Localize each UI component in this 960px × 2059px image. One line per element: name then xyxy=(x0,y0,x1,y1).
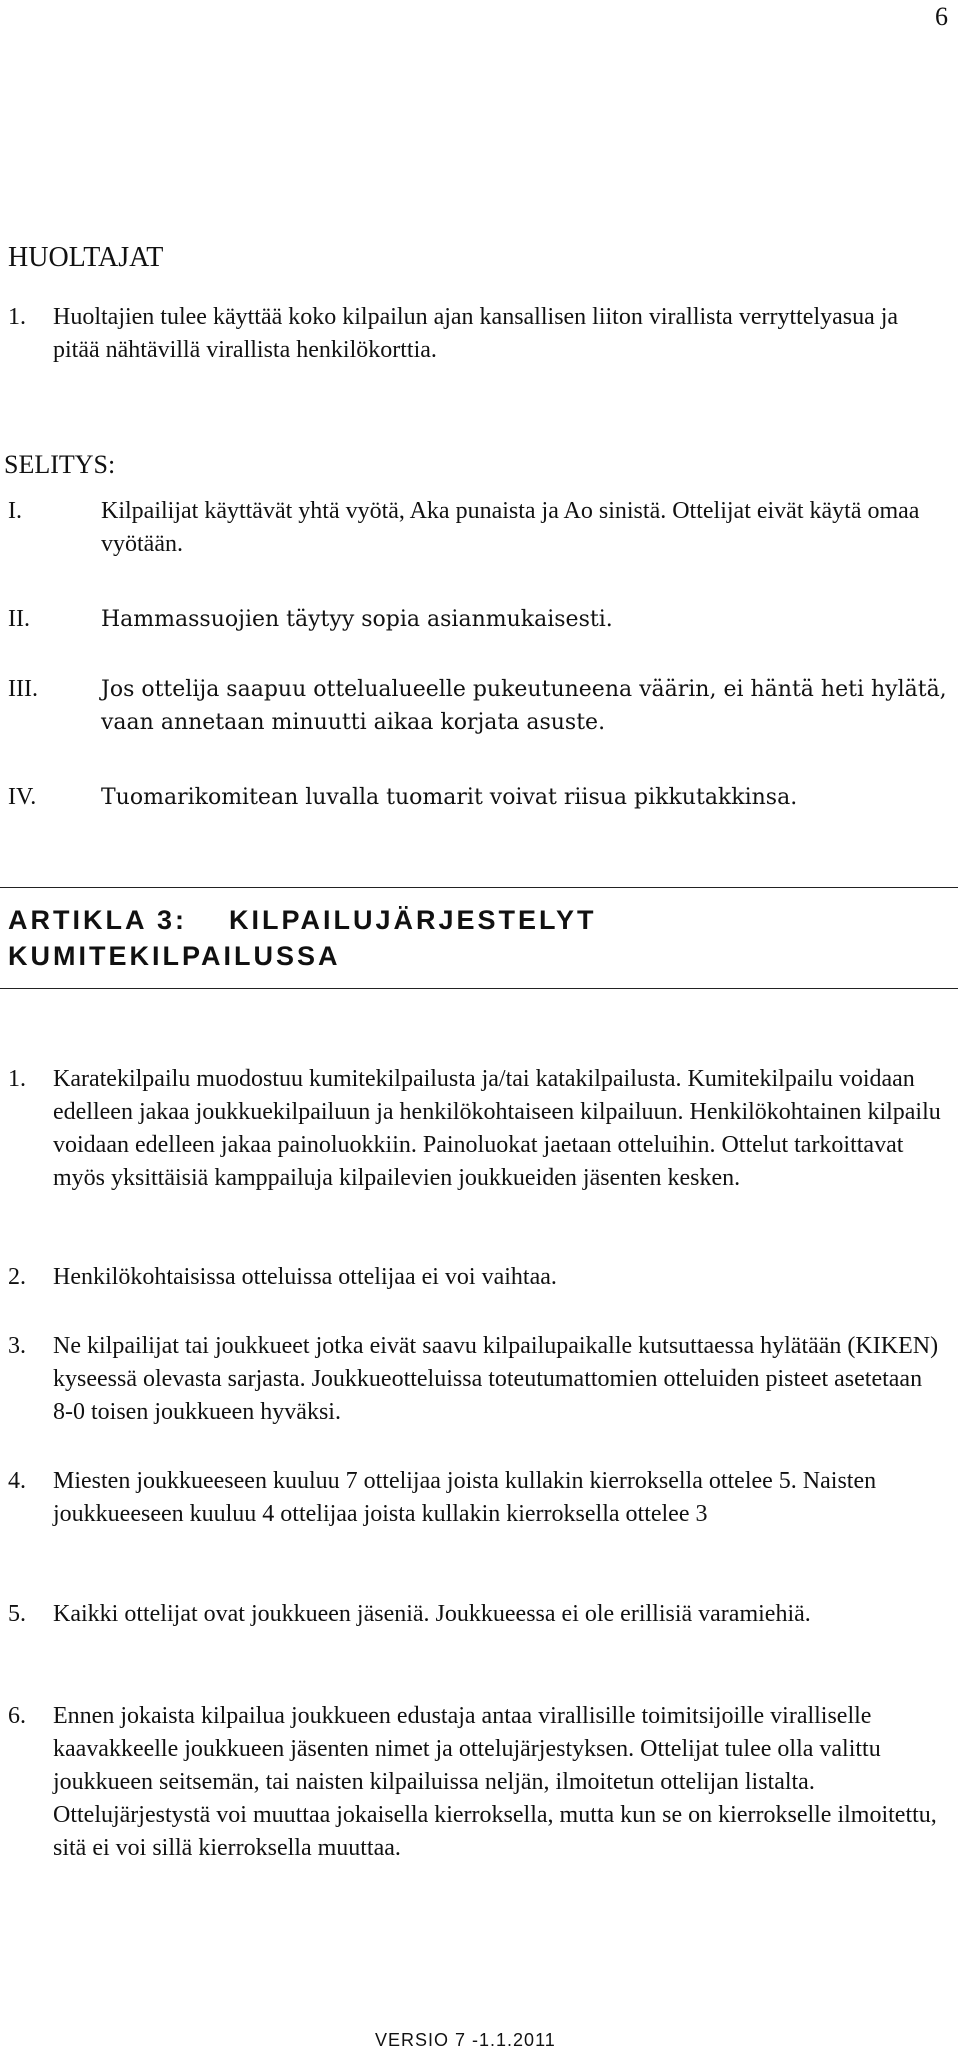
explanation-item-number: III. xyxy=(8,676,38,702)
explanation-heading: SELITYS: xyxy=(4,450,116,479)
footer-version: VERSIO 7 -1.1.2011 xyxy=(375,2030,556,2050)
article-item-text: Miesten joukkueeseen kuuluu 7 ottelijaa joista kullakin kierroksella ottelee 5. Naisten joukkueeseen kuuluu 4 ottelijaa joista kullakin kierroksella ottelee 3 xyxy=(53,1468,877,1527)
article-title-line1: ARTIKLA 3: KILPAILUJÄRJESTELYT xyxy=(8,905,597,935)
article-item-text: Karatekilpailu muodostuu kumitekilpailusta ja/tai katakilpailusta. Kumitekilpailu voidaan edelleen jakaa joukkuekilpailuun ja henkilökohtaiseen kilpailuun. Henkilökohtainen kilpailu voidaan edelleen jakaa painoluokkiin. Painoluokat jaetaan otteluihin. Ottelut tarkoittavat myös yksittäisiä kamppailuja kilpailevien joukkueiden jäsenten kesken. xyxy=(53,1066,941,1191)
article-item-number: 3. xyxy=(8,1333,26,1359)
explanation-item-number: II. xyxy=(8,606,30,632)
article-item-number: 2. xyxy=(8,1264,26,1290)
article-item-number: 1. xyxy=(8,1066,26,1092)
article-item-text: Kaikki ottelijat ovat joukkueen jäseniä. Joukkueessa ei ole erillisiä varamiehiä. xyxy=(53,1601,811,1627)
article-title-line2: KUMITEKILPAILUSSA xyxy=(8,941,341,971)
guardians-heading: HUOLTAJAT xyxy=(8,242,164,273)
article-item-number: 6. xyxy=(8,1703,26,1729)
guardians-item-number: 1. xyxy=(8,304,26,330)
article-bottom-rule xyxy=(0,988,958,989)
article-item-text: Ennen jokaista kilpailua joukkueen edustaja antaa virallisille toimitsijoille viralliselle kaavakkeelle joukkueen jäsenten nimet ja ottelujärjestyksen. Ottelijat tulee olla valittu joukkueen seitsemän, tai naisten kilpailuissa neljän, ilmoitetun ottelijan listalta. Ottelujärjestystä voi muuttaa jokaisella kierroksella, mutta kun se on kierrokselle ilmoitettu, sitä ei voi sillä kierroksella muuttaa. xyxy=(53,1703,937,1861)
article-item-number: 4. xyxy=(8,1468,26,1494)
explanation-item-number: IV. xyxy=(8,784,37,810)
explanation-item-text: Jos ottelija saapuu ottelualueelle pukeutuneena väärin, ei häntä heti hylätä, vaan annetaan minuutti aikaa korjata asuste. xyxy=(101,677,947,735)
explanation-item-text: Hammassuojien täytyy sopia asianmukaisesti. xyxy=(101,607,613,632)
page-number: 6 xyxy=(935,2,948,31)
article-item-text: Ne kilpailijat tai joukkueet jotka eivät saavu kilpailupaikalle kutsuttaessa hylätään (KIKEN) kyseessä olevasta sarjasta. Joukkueotteluissa toteutumattomien otteluiden pisteet asetetaan 8-0 toisen joukkueen hyväksi. xyxy=(53,1333,939,1425)
article-item-text: Henkilökohtaisissa otteluissa ottelijaa ei voi vaihtaa. xyxy=(53,1264,557,1290)
guardians-item-text: Huoltajien tulee käyttää koko kilpailun ajan kansallisen liiton virallista verryttelyasua ja pitää nähtävillä virallista henkilökorttia. xyxy=(53,304,899,363)
explanation-item-text: Kilpailijat käyttävät yhtä vyötä, Aka punaista ja Ao sinistä. Ottelijat eivät käytä omaa vyötään. xyxy=(101,498,920,557)
explanation-item-text: Tuomarikomitean luvalla tuomarit voivat riisua pikkutakkinsa. xyxy=(101,785,798,810)
article-item-number: 5. xyxy=(8,1601,26,1627)
explanation-item-number: I. xyxy=(8,498,22,524)
article-top-rule xyxy=(0,887,958,888)
